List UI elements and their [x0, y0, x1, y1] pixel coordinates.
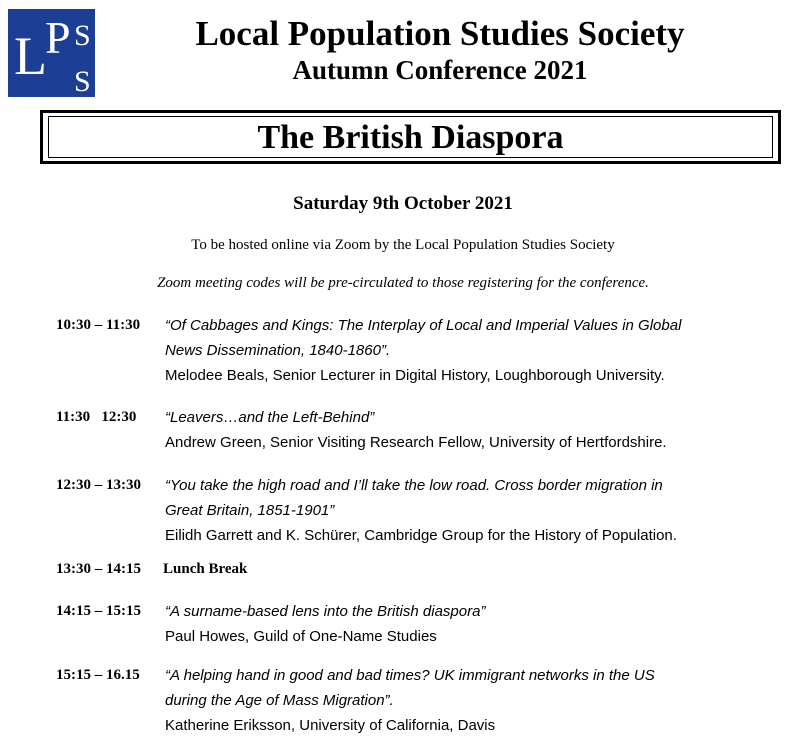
hosting-note: To be hosted online via Zoom by the Local Population Studies Society [191, 237, 615, 253]
session-time: 10:30 – 11:30 [56, 317, 141, 333]
talk-title-line: “Of Cabbages and Kings: The Interplay of Local and Imperial Values in Global [165, 317, 682, 334]
talk-title-line: “You take the high road and I’ll take the low road. Cross border migration in [165, 477, 663, 494]
zoom-codes-note: Zoom meeting codes will be pre-circulated to those registering for the conference. [157, 275, 649, 291]
session-entry [165, 473, 801, 548]
conference-title: Autumn Conference 2021 [292, 55, 588, 85]
conference-date: Saturday 9th October 2021 [293, 193, 513, 214]
session-entry [165, 405, 801, 455]
logo-letter-p: P [45, 12, 71, 63]
talk-title-line: “A surname-based lens into the British diaspora” [165, 603, 486, 620]
speaker-line: Paul Howes, Guild of One-Name Studies [165, 628, 437, 645]
speaker-line: Andrew Green, Senior Visiting Research Fellow, University of Hertfordshire. [165, 434, 667, 451]
speaker-line: Melodee Beals, Senior Lecturer in Digital History, Loughborough University. [165, 367, 665, 384]
lpss-logo [8, 9, 95, 97]
logo-letter-s-top: S [74, 19, 91, 52]
session-time: 11:30 12:30 [56, 409, 137, 425]
theme-banner [40, 110, 781, 164]
talk-title-line: News Dissemination, 1840-1860”. [165, 342, 391, 359]
society-name: Local Population Studies Society [195, 14, 685, 53]
session-time: 14:15 – 15:15 [56, 603, 141, 619]
lunch-break-label: Lunch Break [163, 561, 248, 577]
logo-letter-l: L [14, 26, 47, 86]
speaker-line: Eilidh Garrett and K. Schürer, Cambridge Group for the History of Population. [165, 527, 677, 544]
talk-title-line: “Leavers…and the Left-Behind” [165, 409, 375, 426]
session-entry [165, 313, 801, 388]
speaker-line: Katherine Eriksson, University of California, Davis [165, 717, 496, 734]
session-entry [165, 599, 801, 649]
session-time: 15:15 – 16.15 [56, 667, 140, 683]
session-time: 13:30 – 14:15 [56, 561, 141, 577]
session-entry [165, 663, 801, 738]
session-time: 12:30 – 13:30 [56, 477, 141, 493]
talk-title-line: “A helping hand in good and bad times? UK immigrant networks in the US [165, 667, 655, 684]
theme-title: The British Diaspora [48, 116, 773, 158]
talk-title-line: Great Britain, 1851-1901” [165, 502, 335, 519]
talk-title-line: during the Age of Mass Migration”. [165, 692, 394, 709]
logo-letter-s-bottom: S [74, 65, 91, 97]
